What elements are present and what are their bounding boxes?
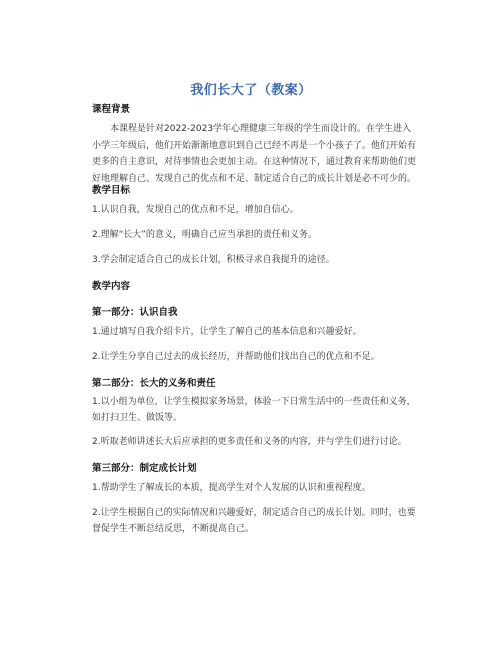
part2-heading: 第二部分：长大的义务和责任 (92, 378, 216, 389)
part1-item-2: 2.让学生分享自己过去的成长经历，并帮助他们找出自己的优点和不足。 (92, 352, 380, 362)
goal-item-1: 1.认识自我，发现自己的优点和不足，增加自信心。 (92, 205, 299, 215)
background-heading: 课程背景 (92, 104, 131, 115)
part1-item-1: 1.通过填写自我介绍卡片，让学生了解自己的基本信息和兴趣爱好。 (92, 327, 362, 337)
goals-heading: 教学目标 (92, 185, 131, 196)
document-title: 我们长大了（教案） (190, 83, 312, 98)
content-heading: 教学内容 (92, 281, 131, 292)
background-paragraph: 本课程是针对2022-2023学年心理健康三年级的学生而设计的。在学生进入小学三年级后，他们开始渐渐地意识到自己已经不再是一个小孩子了。他们开始有更多的自主意识，对待事情也会更加主动。在这种情况下，通过教育来帮助他们更好地理解自己、发现自己的优点和不足、制定适合自己的成长计划是必不可少的。 (92, 124, 417, 184)
goal-item-2: 2.理解“长大”的意义，明确自己应当承担的责任和义务。 (92, 230, 317, 240)
part2-item-2: 2.听取老师讲述长大后应承担的更多责任和义务的内容，并与学生们进行讨论。 (92, 437, 407, 447)
part3-heading: 第三部分：制定成长计划 (92, 463, 197, 474)
part3-item-1: 1.帮助学生了解成长的本质，提高学生对个人发展的认识和重视程度。 (92, 483, 371, 493)
part3-item-2: 2.让学生根据自己的实际情况和兴趣爱好，制定适合自己的成长计划。同时，也要督促学生不断总结反思，不断提高自己。 (92, 508, 416, 534)
part2-item-1: 1.以小组为单位，让学生模拟家务场景，体验一下日常生活中的一些责任和义务，如打扫卫生、做饭等。 (92, 397, 416, 423)
goal-item-3: 3.学会制定适合自己的成长计划，积极寻求自我提升的途径。 (92, 255, 335, 265)
part1-heading: 第一部分：认识自我 (92, 307, 178, 318)
